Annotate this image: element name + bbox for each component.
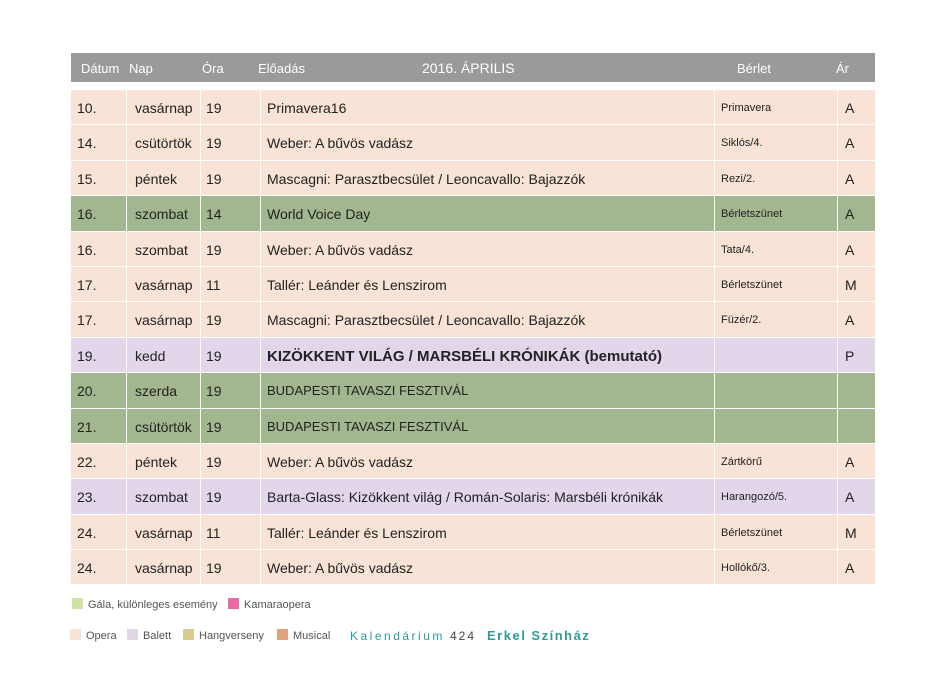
- table-row: [71, 409, 875, 444]
- cell-nap: vasárnap: [135, 524, 193, 541]
- header-ora: Óra: [202, 61, 224, 76]
- cell-ora: 19: [206, 383, 222, 400]
- column-separator: [260, 232, 261, 266]
- cell-ora: 11: [206, 524, 221, 541]
- column-separator: [837, 338, 838, 372]
- header-eloadas: Előadás: [258, 61, 305, 76]
- cell-nap: kedd: [135, 347, 166, 364]
- column-separator: [714, 125, 715, 159]
- column-separator: [714, 161, 715, 195]
- legend-kamaraopera: [228, 598, 311, 611]
- cell-datum: 17.: [77, 276, 97, 293]
- table-row: [71, 373, 875, 408]
- column-separator: [200, 409, 201, 443]
- column-separator: [837, 515, 838, 549]
- cell-berlet: Harangozó/5.: [721, 491, 788, 504]
- column-separator: [714, 232, 715, 266]
- legend-swatch: [228, 598, 239, 609]
- cell-title: World Voice Day: [267, 206, 371, 223]
- column-separator: [837, 550, 838, 584]
- table-row: [71, 90, 875, 125]
- cell-ar: A: [845, 489, 855, 506]
- cell-berlet: Bérletszünet: [721, 278, 783, 291]
- cell-title: Mascagni: Parasztbecsület / Leoncavallo: Bajazzók: [267, 170, 586, 187]
- column-separator: [260, 550, 261, 584]
- cell-nap: szerda: [135, 383, 178, 400]
- legend-label: Balett: [143, 630, 172, 642]
- legend-opera: [70, 629, 117, 642]
- column-separator: [126, 302, 127, 336]
- cell-title: KIZÖKKENT VILÁG / MARSBÉLI KRÓNIKÁK (bemutató): [267, 347, 662, 365]
- column-separator: [260, 196, 261, 230]
- cell-ar: A: [845, 312, 855, 329]
- cell-ora: 19: [206, 241, 222, 258]
- cell-title: Mascagni: Parasztbecsület / Leoncavallo: Bajazzók: [267, 312, 586, 329]
- legend-label: Musical: [293, 630, 331, 642]
- column-separator: [126, 267, 127, 301]
- cell-datum: 16.: [77, 206, 97, 223]
- column-separator: [837, 125, 838, 159]
- table-row: [71, 550, 875, 585]
- cell-title: Weber: A bűvös vadász: [267, 135, 414, 152]
- column-separator: [200, 196, 201, 230]
- cell-ar: A: [845, 241, 855, 258]
- column-separator: [837, 90, 838, 124]
- cell-nap: szombat: [135, 241, 188, 258]
- cell-berlet: Zártkörű: [721, 455, 762, 468]
- cell-ora: 11: [206, 276, 221, 293]
- cell-title: Weber: A bűvös vadász: [267, 453, 414, 470]
- column-separator: [260, 302, 261, 336]
- legend-swatch: [127, 629, 138, 640]
- column-separator: [200, 373, 201, 407]
- column-separator: [200, 161, 201, 195]
- cell-nap: péntek: [135, 453, 178, 470]
- cell-ora: 14: [206, 206, 222, 223]
- cell-berlet: Siklós/4.: [721, 137, 763, 150]
- cell-title: Primavera16: [267, 100, 347, 116]
- column-separator: [126, 232, 127, 266]
- cell-nap: péntek: [135, 170, 178, 187]
- cell-berlet: Füzér/2.: [721, 314, 762, 327]
- column-separator: [126, 90, 127, 124]
- column-separator: [260, 373, 261, 407]
- table-row: [71, 125, 875, 160]
- cell-datum: 22.: [77, 453, 97, 470]
- legend-musical: [277, 629, 330, 642]
- cell-nap: szombat: [135, 206, 188, 223]
- cell-title: Weber: A bűvös vadász: [267, 241, 414, 258]
- column-separator: [837, 409, 838, 443]
- cell-berlet: Hollókő/3.: [721, 562, 770, 575]
- header-datum: Dátum: [81, 61, 120, 76]
- legend-label: Gála, különleges esemény: [88, 599, 218, 611]
- column-separator: [200, 90, 201, 124]
- column-separator: [714, 479, 715, 513]
- cell-berlet: Rezi/2.: [721, 172, 756, 185]
- header-berlet: Bérlet: [737, 61, 771, 76]
- column-separator: [837, 302, 838, 336]
- cell-nap: szombat: [135, 489, 188, 506]
- column-separator: [200, 515, 201, 549]
- table-header: [71, 53, 875, 82]
- cell-ora: 19: [206, 135, 222, 152]
- cell-title: BUDAPESTI TAVASZI FESZTIVÁL: [267, 383, 469, 399]
- cell-ora: 19: [206, 560, 222, 577]
- legend-gala: [72, 598, 218, 611]
- table-row: [71, 302, 875, 337]
- table-row: [71, 232, 875, 267]
- cell-nap: vasárnap: [135, 276, 193, 293]
- column-separator: [714, 196, 715, 230]
- cell-nap: csütörtök: [135, 135, 192, 152]
- cell-nap: vasárnap: [135, 560, 193, 577]
- cell-berlet: Primavera: [721, 102, 772, 114]
- cell-ar: M: [845, 276, 857, 293]
- cell-berlet: Tata/4.: [721, 243, 755, 256]
- column-separator: [200, 338, 201, 372]
- cell-ora: 19: [206, 170, 222, 187]
- cell-datum: 15.: [77, 170, 97, 187]
- cell-datum: 17.: [77, 312, 97, 329]
- cell-datum: 19.: [77, 347, 97, 364]
- cell-ora: 19: [206, 100, 222, 116]
- column-separator: [200, 267, 201, 301]
- cell-title: Tallér: Leánder és Lenszirom: [267, 276, 447, 293]
- cell-datum: 20.: [77, 383, 97, 400]
- column-separator: [200, 232, 201, 266]
- column-separator: [714, 338, 715, 372]
- cell-ar: A: [845, 100, 855, 116]
- cell-title: Weber: A bűvös vadász: [267, 560, 414, 577]
- column-separator: [260, 515, 261, 549]
- legend-label: Opera: [86, 630, 117, 642]
- column-separator: [126, 161, 127, 195]
- column-separator: [260, 338, 261, 372]
- column-separator: [126, 373, 127, 407]
- cell-ora: 19: [206, 312, 222, 329]
- cell-ar: A: [845, 206, 855, 223]
- table-row: [71, 479, 875, 514]
- column-separator: [200, 302, 201, 336]
- column-separator: [200, 125, 201, 159]
- column-separator: [260, 409, 261, 443]
- cell-datum: 23.: [77, 489, 97, 506]
- column-separator: [714, 409, 715, 443]
- column-separator: [126, 196, 127, 230]
- cell-ar: A: [845, 170, 855, 187]
- column-separator: [260, 267, 261, 301]
- cell-ar: A: [845, 560, 855, 577]
- cell-datum: 21.: [77, 418, 97, 435]
- column-separator: [260, 161, 261, 195]
- header-ar: Ár: [836, 61, 849, 76]
- schedule-table: [71, 90, 875, 585]
- column-separator: [714, 90, 715, 124]
- legend-label: Hangverseny: [199, 630, 264, 642]
- column-separator: [126, 444, 127, 478]
- cell-nap: csütörtök: [135, 418, 192, 435]
- cell-datum: 16.: [77, 241, 97, 258]
- cell-ar: M: [845, 524, 857, 541]
- column-separator: [200, 444, 201, 478]
- cell-datum: 10.: [77, 100, 97, 116]
- table-row: [71, 515, 875, 550]
- cell-title: BUDAPESTI TAVASZI FESZTIVÁL: [267, 418, 469, 434]
- column-separator: [837, 232, 838, 266]
- column-separator: [260, 125, 261, 159]
- column-separator: [260, 479, 261, 513]
- cell-ora: 19: [206, 453, 222, 470]
- column-separator: [837, 479, 838, 513]
- column-separator: [837, 267, 838, 301]
- cell-nap: vasárnap: [135, 100, 193, 116]
- table-row: [71, 267, 875, 302]
- page-number: 424: [450, 629, 477, 643]
- cell-datum: 24.: [77, 560, 97, 577]
- column-separator: [837, 444, 838, 478]
- column-separator: [126, 550, 127, 584]
- column-separator: [714, 267, 715, 301]
- column-separator: [126, 125, 127, 159]
- cell-ar: P: [845, 347, 855, 364]
- column-separator: [200, 550, 201, 584]
- column-separator: [714, 444, 715, 478]
- table-row: [71, 444, 875, 479]
- cell-ar: A: [845, 453, 855, 470]
- cell-nap: vasárnap: [135, 312, 193, 329]
- column-separator: [837, 161, 838, 195]
- cell-title: Tallér: Leánder és Lenszirom: [267, 524, 447, 541]
- column-separator: [200, 479, 201, 513]
- legend-swatch: [72, 598, 83, 609]
- footer-erkel: Erkel Színház: [487, 628, 591, 643]
- column-separator: [714, 515, 715, 549]
- legend-swatch: [277, 629, 288, 640]
- cell-ora: 19: [206, 347, 222, 364]
- column-separator: [126, 338, 127, 372]
- legend-hangverseny: [183, 629, 264, 642]
- legend-swatch: [70, 629, 81, 640]
- column-separator: [126, 515, 127, 549]
- cell-title: Barta-Glass: Kizökkent világ / Román-Solaris: Marsbéli krónikák: [267, 489, 664, 506]
- column-separator: [837, 196, 838, 230]
- footer-kalendarium: Kalendárium: [350, 629, 445, 643]
- header-month: 2016. ÁPRILIS: [422, 60, 515, 76]
- cell-datum: 24.: [77, 524, 97, 541]
- cell-berlet: Bérletszünet: [721, 526, 783, 539]
- cell-berlet: Bérletszünet: [721, 208, 783, 221]
- column-separator: [714, 302, 715, 336]
- legend-balett: [127, 629, 171, 642]
- legend-swatch: [183, 629, 194, 640]
- column-separator: [714, 550, 715, 584]
- column-separator: [260, 90, 261, 124]
- column-separator: [837, 373, 838, 407]
- header-nap: Nap: [129, 61, 153, 76]
- cell-ar: A: [845, 135, 855, 152]
- column-separator: [260, 444, 261, 478]
- table-row: [71, 338, 875, 373]
- column-separator: [714, 373, 715, 407]
- cell-ora: 19: [206, 489, 222, 506]
- cell-datum: 14.: [77, 135, 97, 152]
- table-row: [71, 196, 875, 231]
- table-row: [71, 161, 875, 196]
- column-separator: [126, 409, 127, 443]
- legend-label: Kamaraopera: [244, 599, 311, 611]
- cell-ora: 19: [206, 418, 222, 435]
- column-separator: [126, 479, 127, 513]
